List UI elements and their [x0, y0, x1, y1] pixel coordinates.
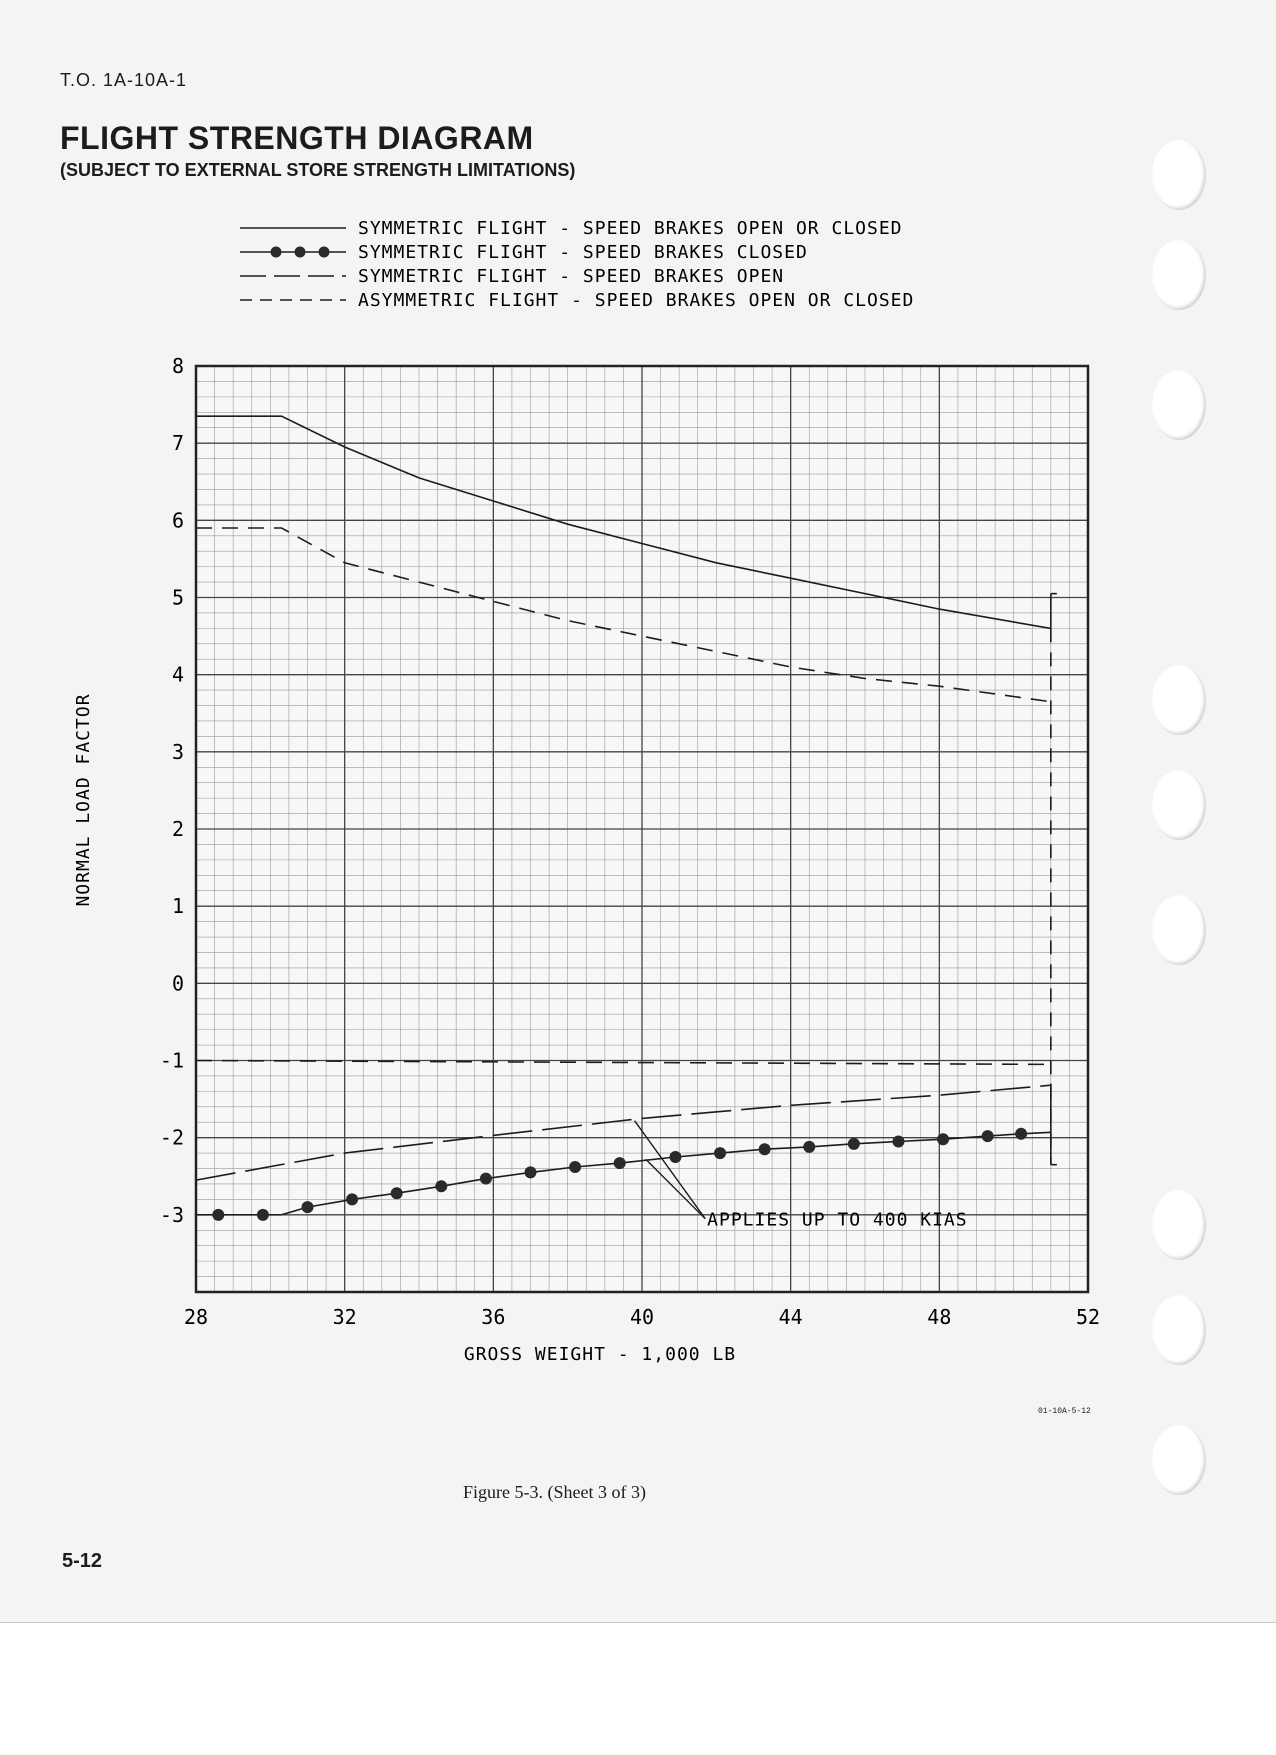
legend-entry: SYMMETRIC FLIGHT - SPEED BRAKES OPEN — [358, 266, 785, 287]
data-point — [302, 1201, 314, 1213]
data-point — [569, 1161, 581, 1173]
x-tick-label: 52 — [1075, 1305, 1101, 1329]
y-tick-label: 6 — [171, 508, 184, 533]
y-tick-label: -2 — [159, 1125, 184, 1150]
data-point — [391, 1187, 403, 1199]
data-point — [982, 1130, 994, 1142]
y-tick-label: 7 — [171, 431, 184, 456]
annotation-label: APPLIES UP TO 400 KIAS — [707, 1209, 968, 1231]
data-point — [803, 1141, 815, 1153]
y-tick-label: -1 — [159, 1048, 184, 1073]
x-tick-label: 28 — [183, 1305, 209, 1329]
y-tick-label: 2 — [171, 817, 184, 841]
y-tick-label: 1 — [171, 894, 184, 919]
data-point — [759, 1143, 771, 1155]
y-tick-label: 3 — [171, 739, 184, 764]
x-axis-label: GROSS WEIGHT - 1,000 LB — [463, 1344, 737, 1365]
data-point — [892, 1136, 904, 1148]
data-point — [669, 1151, 681, 1163]
data-point — [257, 1209, 269, 1221]
y-tick-label: 5 — [171, 585, 184, 610]
chart-subtitle: (SUBJECT TO EXTERNAL STORE STRENGTH LIMITATIONS) — [60, 160, 576, 180]
chart-title: FLIGHT STRENGTH DIAGRAM — [60, 120, 534, 156]
legend-marker — [319, 247, 330, 258]
data-point — [614, 1157, 626, 1169]
y-tick-label: 4 — [171, 662, 184, 687]
page-number: 5-12 — [62, 1550, 103, 1572]
y-tick-label: 8 — [171, 354, 184, 378]
y-tick-label: -3 — [159, 1202, 184, 1227]
data-point — [714, 1147, 726, 1159]
y-axis-label: NORMAL LOAD FACTOR — [73, 693, 94, 907]
x-tick-label: 32 — [332, 1305, 357, 1329]
legend-marker — [271, 247, 282, 258]
legend-entry: SYMMETRIC FLIGHT - SPEED BRAKES CLOSED — [358, 242, 808, 263]
figure-caption: Figure 5-3. (Sheet 3 of 3) — [463, 1482, 646, 1502]
legend-entry: SYMMETRIC FLIGHT - SPEED BRAKES OPEN OR CLOSED — [358, 218, 903, 239]
data-point — [212, 1209, 224, 1221]
data-point — [937, 1133, 949, 1145]
data-point — [435, 1180, 447, 1192]
x-tick-label: 48 — [927, 1305, 952, 1329]
data-point — [346, 1193, 358, 1205]
data-point — [525, 1166, 537, 1178]
legend-entry: ASYMMETRIC FLIGHT - SPEED BRAKES OPEN OR CLOSED — [358, 290, 915, 311]
data-point — [480, 1173, 492, 1185]
x-tick-label: 44 — [778, 1305, 803, 1329]
x-tick-label: 36 — [481, 1305, 506, 1329]
y-tick-label: 0 — [171, 971, 184, 996]
x-tick-label: 40 — [629, 1305, 655, 1329]
doc-code: 01-10A-5-12 — [1038, 1407, 1091, 1416]
data-point — [1015, 1128, 1027, 1140]
data-point — [848, 1138, 860, 1150]
legend-marker — [295, 247, 306, 258]
document-header-ref: T.O. 1A-10A-1 — [60, 70, 188, 90]
